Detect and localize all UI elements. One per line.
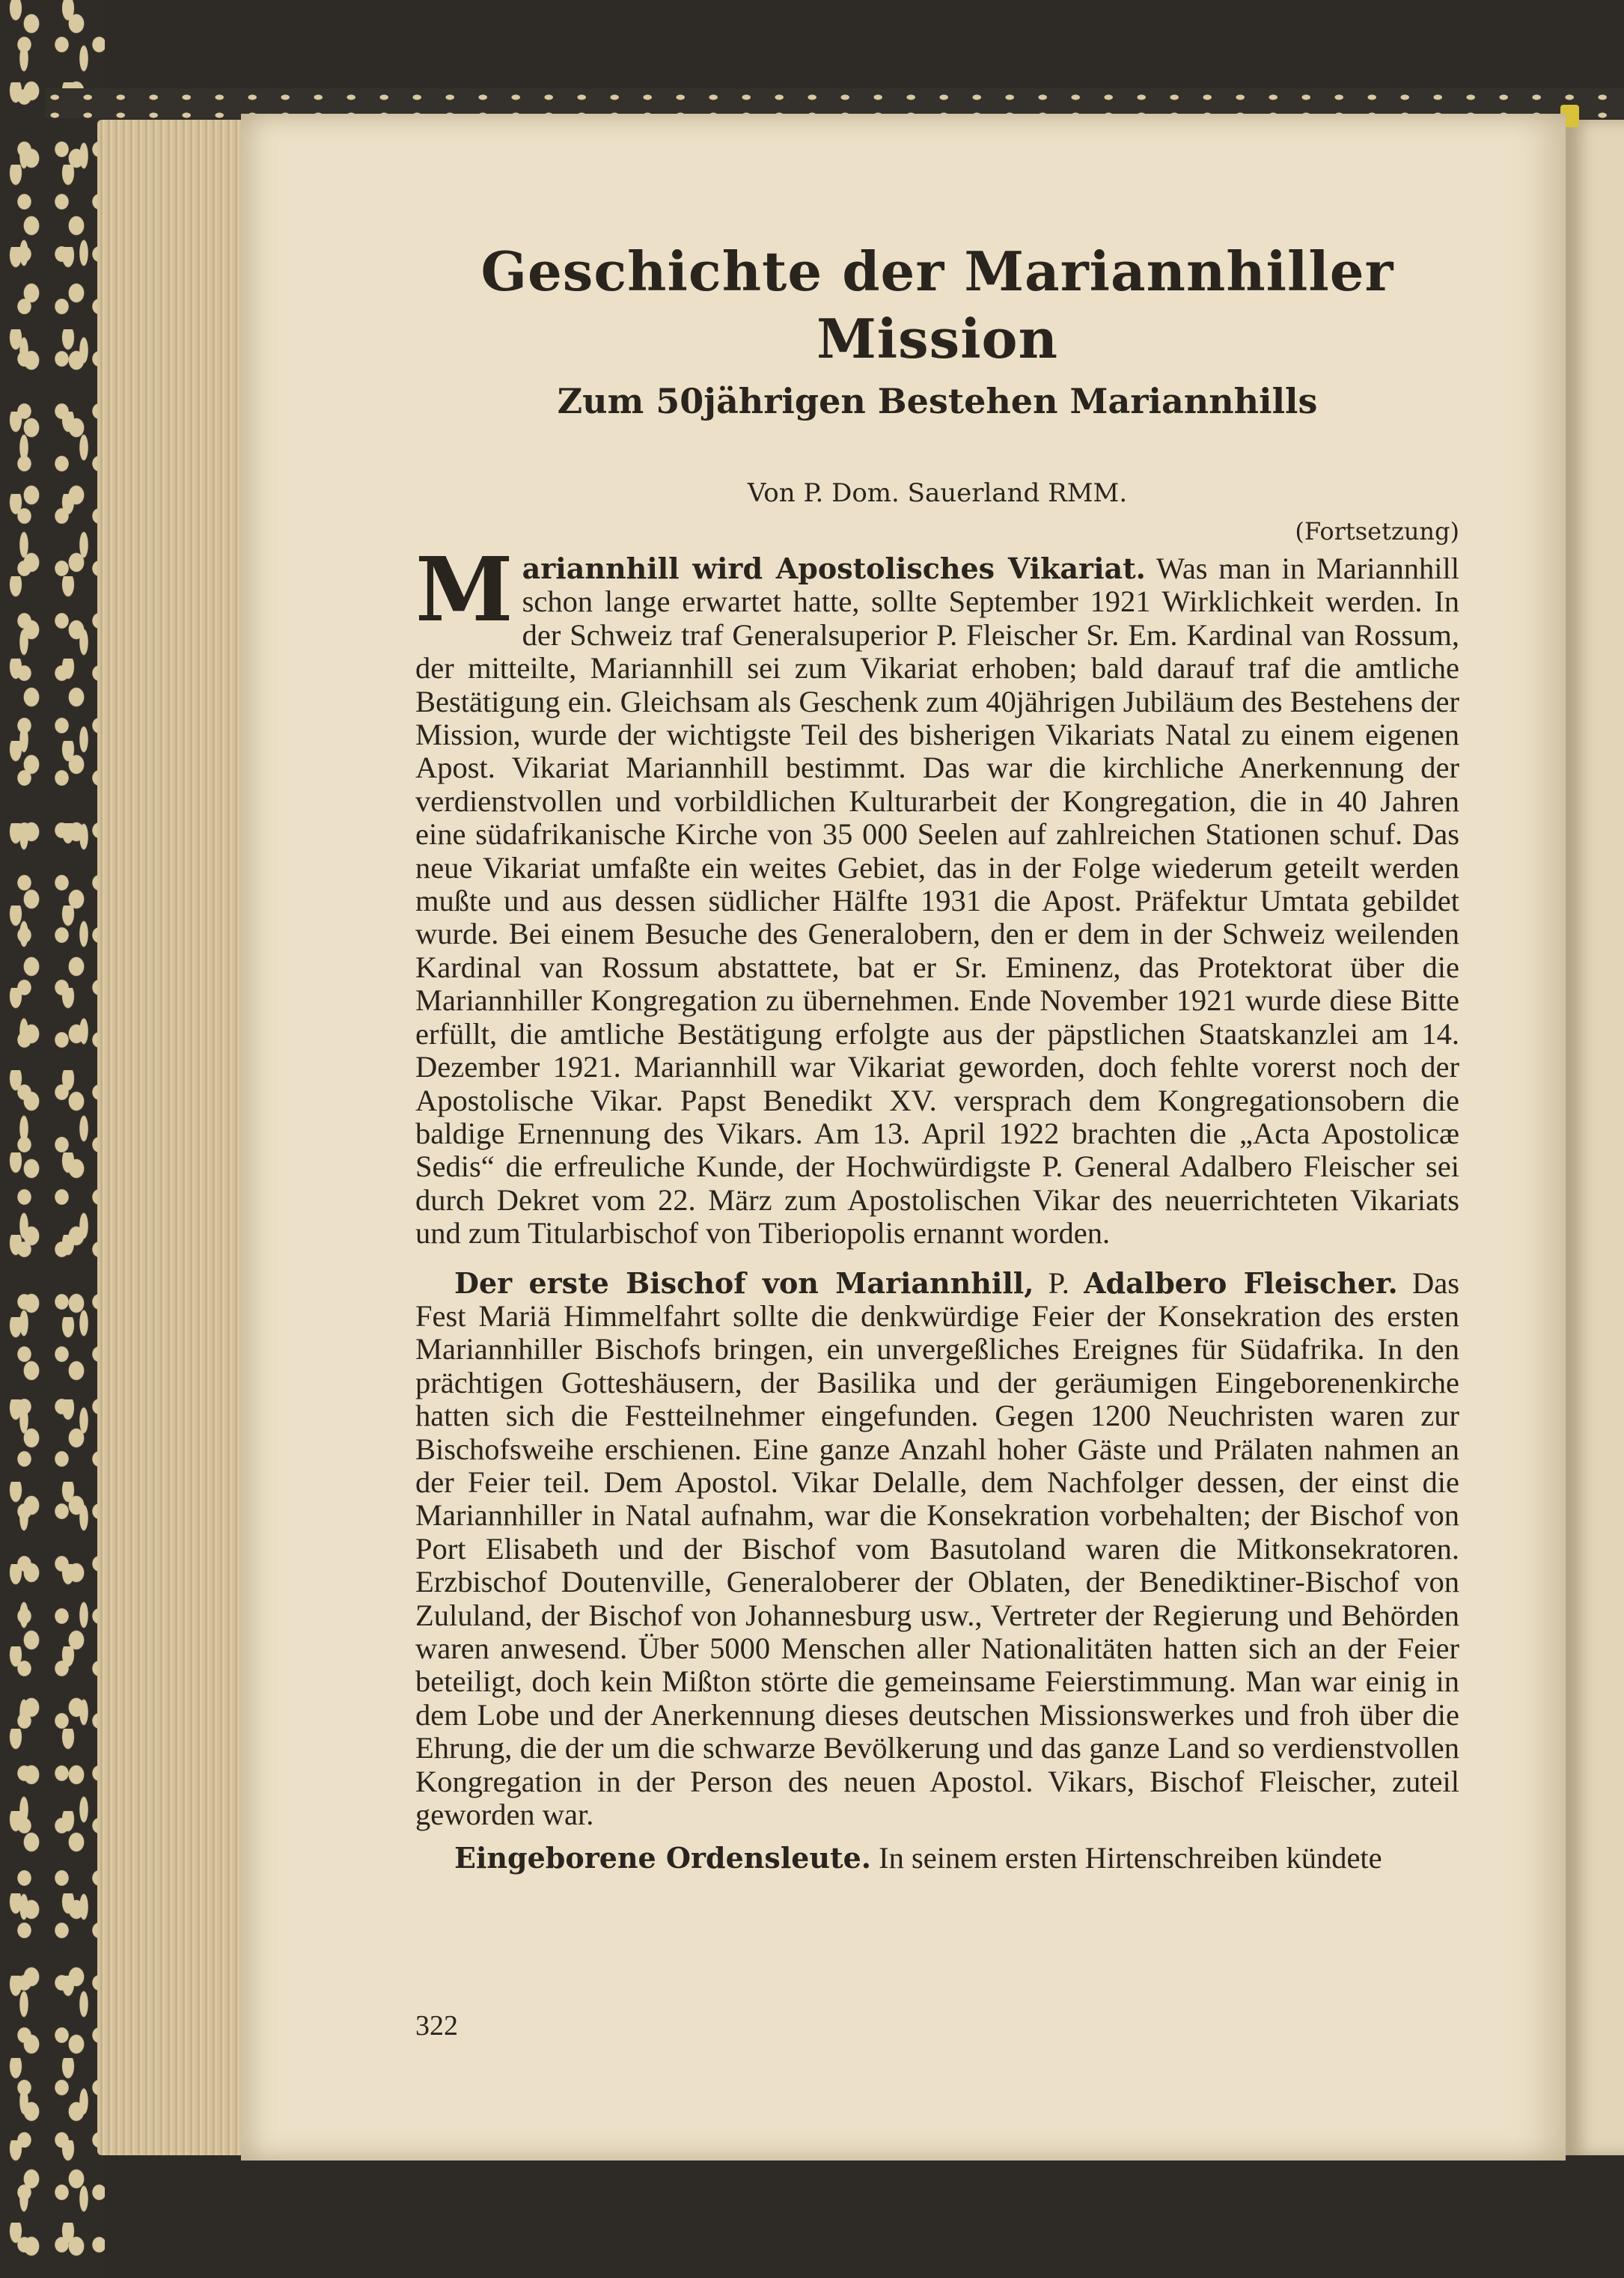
paragraph-ordensleute <box>415 1842 1459 1875</box>
continuation-note: (Fortsetzung) <box>1295 517 1459 546</box>
book-cover-edge <box>0 0 105 2278</box>
facing-page-edge <box>1566 120 1624 2155</box>
page-content <box>415 238 1459 1875</box>
section-heading: Der erste Bischof von Mariannhill, <box>454 1265 1034 1300</box>
article-title: Geschichte der Mariannhiller Mission <box>480 239 1394 370</box>
paragraph-vikariat <box>415 537 1459 1251</box>
paragraph-text: Das Fest Mariä Himmelfahrt sollte die denkwürdige Feier der Konsekration des ersten Mariannhiller Bischofs bringen, ein unvergeßliches Ereignes für Südafrika. In den prächtigen Gotteshäusern, der Basilika und der geräumigen Eingeborenenkirche hatten sich die Festteilnehmer eingefunden. Gegen 1200 Neuchristen waren zur Bischofsweihe erschienen. Eine ganze Anzahl hoher Gäste und Prälaten nahmen an der Feier teil. Dem Apostol. Vikar Delalle, dem Nachfolger dessen, der einst die Mariannhiller in Natal aufnahm, war die Konsekration vorbehalten; der Bischof von Port Elisabeth und der Bischof vom Basutoland waren die Mitkonsekratoren. Erzbischof Doutenville, Generaloberer der Oblaten, der Benediktiner-Bischof von Zululand, der Bischof von Johannesburg usw., Vertreter der Regierung und Behörden waren anwesend. Über 5000 Menschen aller Nationalitäten hatten sich an der Feier beteiligt, doch kein Mißton störte die gemeinsame Feierstimmung. Man war einig in dem Lobe und der Anerkennung dieses deutschen Missionswerkes und froh über die Ehrung, die der um die schwarze Bevölkerung und das ganze Land so verdienstvollen Kongregation in der Person des neuen Apostol. Vikars, Bischof Fleischer, zuteil geworden war. <box>415 1265 1459 1832</box>
section-heading-connector: P. <box>1034 1265 1084 1300</box>
paragraph-text: Was man in Mariannhill schon lange erwartet hatte, sollte September 1921 Wirklichkeit werden. In der Schweiz traf Generalsuperior P. Fleischer Sr. Em. Kardinal van Rossum, der mitteilte, Mariannhill sei zum Vikariat erhoben; bald darauf traf die amtliche Bestätigung ein. Gleichsam als Geschenk zum 40jährigen Jubiläum des Bestehens der Mission, wurde der wichtigste Teil des bisherigen Vikariats Natal zu einem eigenen Apost. Vikariat Mariannhill bestimmt. Das war die kirchliche Anerkennung der verdienstvollen und vorbildlichen Kulturarbeit der Kongregation, die in 40 Jahren eine südafrikanische Kirche von 35 000 Seelen auf zahlreichen Stationen schuf. Das neue Vikariat umfaßte ein weites Gebiet, das in der Folge wiederum geteilt werden mußte und aus dessen südlicher Hälfte 1931 die Apost. Präfektur Umtata gebildet wurde. Bei einem Besuche des Generalobern, den er dem in der Schweiz weilenden Kardinal van Rossum abstattete, bat er Sr. Eminenz, das Protektorat über die Mariannhiller Kongregation zu übernehmen. Ende November 1921 wurde diese Bitte erfüllt, die amtliche Bestätigung erfolgte aus der päpstlichen Staatskanzlei am 14. Dezember 1921. Mariannhill war Vikariat geworden, doch fehlte vorerst noch der Apostolische Vikar. Papst Benedikt XV. versprach dem Kongregationsobern die baldige Ernennung des Vikars. Am 13. April 1922 brachten die „Acta Apostolicæ Sedis“ die erfreuliche Kunde, der Hochwürdigste P. General Adalbero Fleischer sei durch Dekret vom 22. März zum Apostolischen Vikar des neuerrichteten Vikariats und zum Titularbischof von Tiberiopolis ernannt worden. <box>415 552 1459 1251</box>
author-line: Von P. Dom. Sauerland RMM. <box>747 478 1128 508</box>
section-heading: Eingeborene Ordensleute. <box>454 1841 872 1875</box>
paragraph-erster-bischof <box>415 1267 1459 1832</box>
section-heading: ariannhill wird Apostolisches Vikariat. <box>522 552 1146 585</box>
drop-cap: M <box>415 537 513 641</box>
page-number: 322 <box>415 2010 458 2042</box>
section-heading-name: Adalbero Fleischer. <box>1084 1265 1398 1300</box>
paragraph-text: In seinem ersten Hirtenschreiben kündete <box>871 1841 1382 1875</box>
article-subtitle: Zum 50jährigen Bestehen Mariannhills <box>557 381 1318 421</box>
page-stack <box>97 120 247 2155</box>
